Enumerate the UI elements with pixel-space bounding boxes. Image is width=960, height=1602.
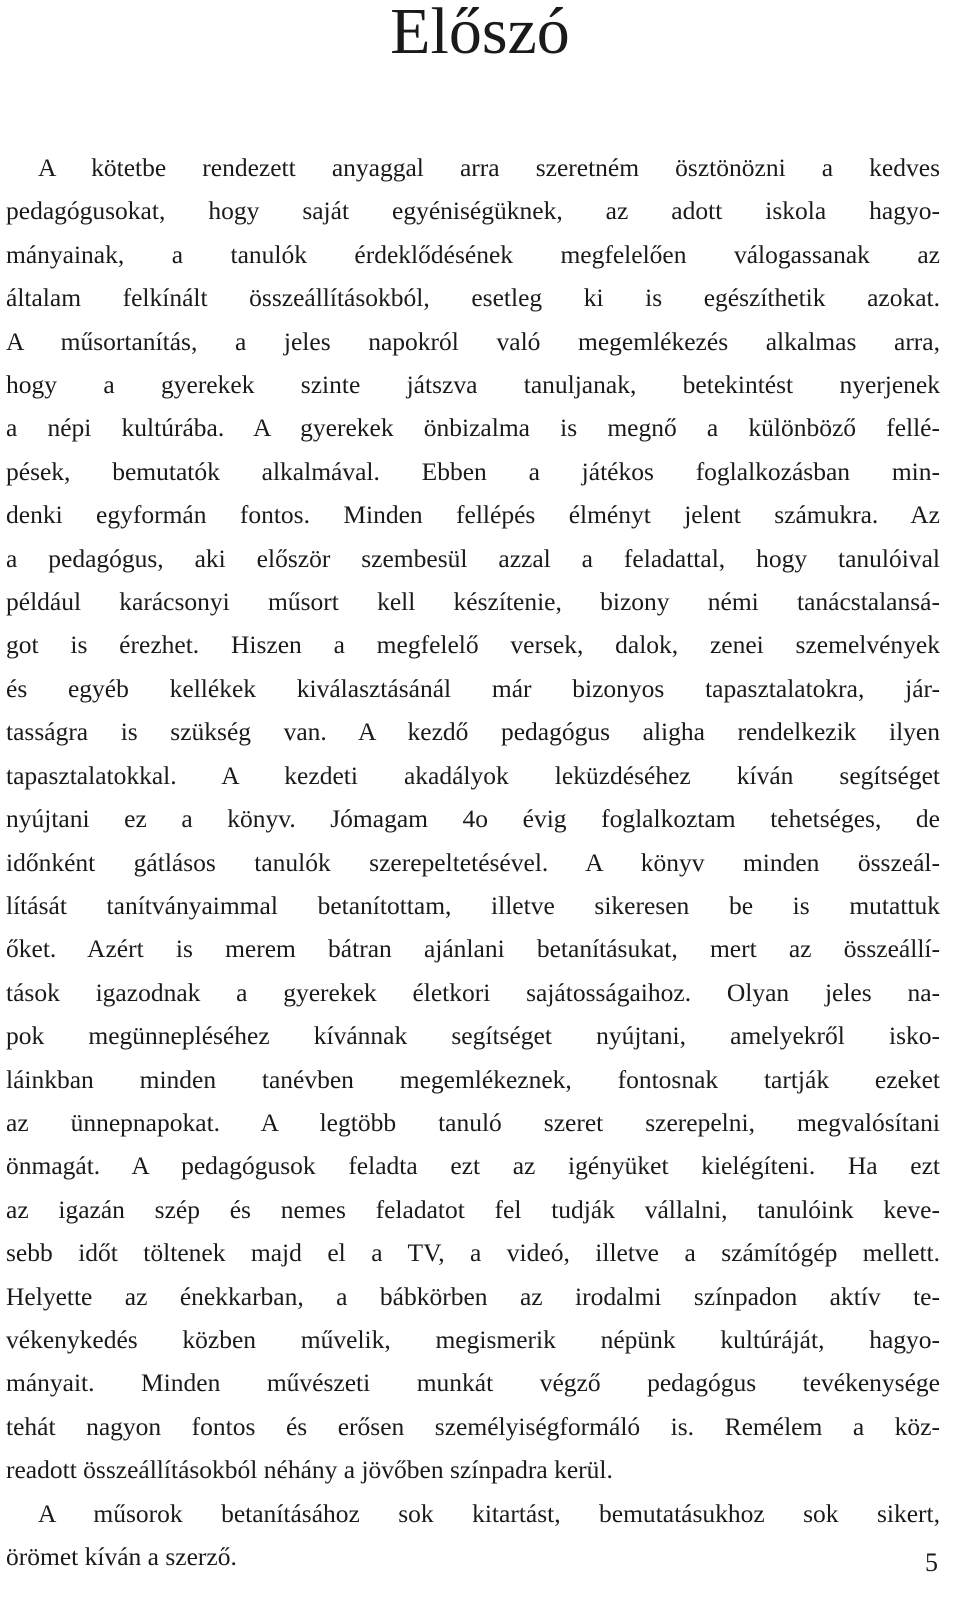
text-line: láinkban minden tanévben megemlékeznek, fontosnak tartják ezeket (6, 1064, 940, 1094)
text-line: pések, bemutatók alkalmával. Ebben a játékos foglalkozásban min- (6, 456, 940, 486)
page-title: Előszó (390, 0, 570, 68)
text-line: általam felkínált összeállításokból, esetleg ki is egészíthetik azokat. (6, 283, 940, 313)
text-line: mányainak, a tanulók érdeklődésének megfelelően válogassanak az (6, 239, 940, 269)
paragraph-1 (6, 146, 940, 1492)
text-line: tások igazodnak a gyerekek életkori sajátosságaihoz. Olyan jeles na- (6, 977, 940, 1007)
text-line: tehát nagyon fontos és erősen személyiségformáló is. Remélem a köz- (6, 1411, 940, 1441)
text-line: az ünnepnapokat. A legtöbb tanuló szeret szerepelni, megvalósítani (6, 1107, 940, 1137)
text-line: Helyette az énekkarban, a bábkörben az irodalmi színpadon aktív te- (6, 1281, 940, 1311)
text-line: például karácsonyi műsort kell készítenie, bizony némi tanácstalansá- (6, 587, 940, 617)
text-line: őket. Azért is merem bátran ajánlani betanításukat, mert az összeállí- (6, 934, 940, 964)
text-line: és egyéb kellékek kiválasztásánál már bizonyos tapasztalatokra, jár- (6, 673, 940, 703)
text-line: időnként gátlásos tanulók szerepeltetésével. A könyv minden összeál- (6, 847, 940, 877)
text-line: denki egyformán fontos. Minden fellépés élményt jelent számukra. Az (6, 500, 940, 530)
text-line: got is érezhet. Hiszen a megfelelő versek, dalok, zenei szemelvények (6, 630, 940, 660)
text-line: pedagógusokat, hogy saját egyéniségüknek, az adott iskola hagyo- (6, 196, 940, 226)
text-line: sebb időt töltenek majd el a TV, a videó, illetve a számítógép mellett. (6, 1238, 940, 1268)
text-line: tapasztalatokkal. A kezdeti akadályok leküzdéséhez kíván segítséget (6, 760, 940, 790)
text-line: nyújtani ez a könyv. Jómagam 4o évig foglalkoztam tehetséges, de (6, 804, 940, 834)
text-line: readott összeállításokból néhány a jövőben színpadra kerül. (6, 1455, 613, 1485)
text-line: örömet kíván a szerző. (6, 1542, 237, 1571)
text-line: A műsortanítás, a jeles napokról való megemlékezés alkalmas arra, (6, 326, 940, 356)
text-line: pok megünnepléséhez kívánnak segítséget nyújtani, amelyekről isko- (6, 1021, 940, 1051)
text-line: vékenykedés közben művelik, megismerik népünk kultúráját, hagyo- (6, 1324, 940, 1354)
text-line: hogy a gyerekek szinte játszva tanuljanak, betekintést nyerjenek (6, 370, 940, 400)
text-line: A kötetbe rendezett anyaggal arra szeretném ösztönözni a kedves (38, 153, 940, 182)
text-line: a pedagógus, aki először szembesül azzal a feladattal, hogy tanulóival (6, 543, 940, 573)
text-line: tasságra is szükség van. A kezdő pedagógus aligha rendelkezik ilyen (6, 717, 940, 747)
text-line: a népi kultúrába. A gyerekek önbizalma is megnő a különböző fellé- (6, 413, 940, 443)
text-line: önmagát. A pedagógusok feladta ezt az igényüket kielégíteni. Ha ezt (6, 1151, 940, 1181)
page-number: 5 (925, 1548, 938, 1577)
text-line: mányait. Minden művészeti munkát végző pedagógus tevékenysége (6, 1368, 940, 1398)
text-line: A műsorok betanításához sok kitartást, bemutatásukhoz sok sikert, (38, 1498, 940, 1528)
paragraph-2 (6, 1492, 940, 1579)
body-text (6, 146, 940, 1578)
text-line: lítását tanítványaimmal betanítottam, illetve sikeresen be is mutattuk (6, 890, 940, 920)
text-line: az igazán szép és nemes feladatot fel tudják vállalni, tanulóink keve- (6, 1194, 940, 1224)
